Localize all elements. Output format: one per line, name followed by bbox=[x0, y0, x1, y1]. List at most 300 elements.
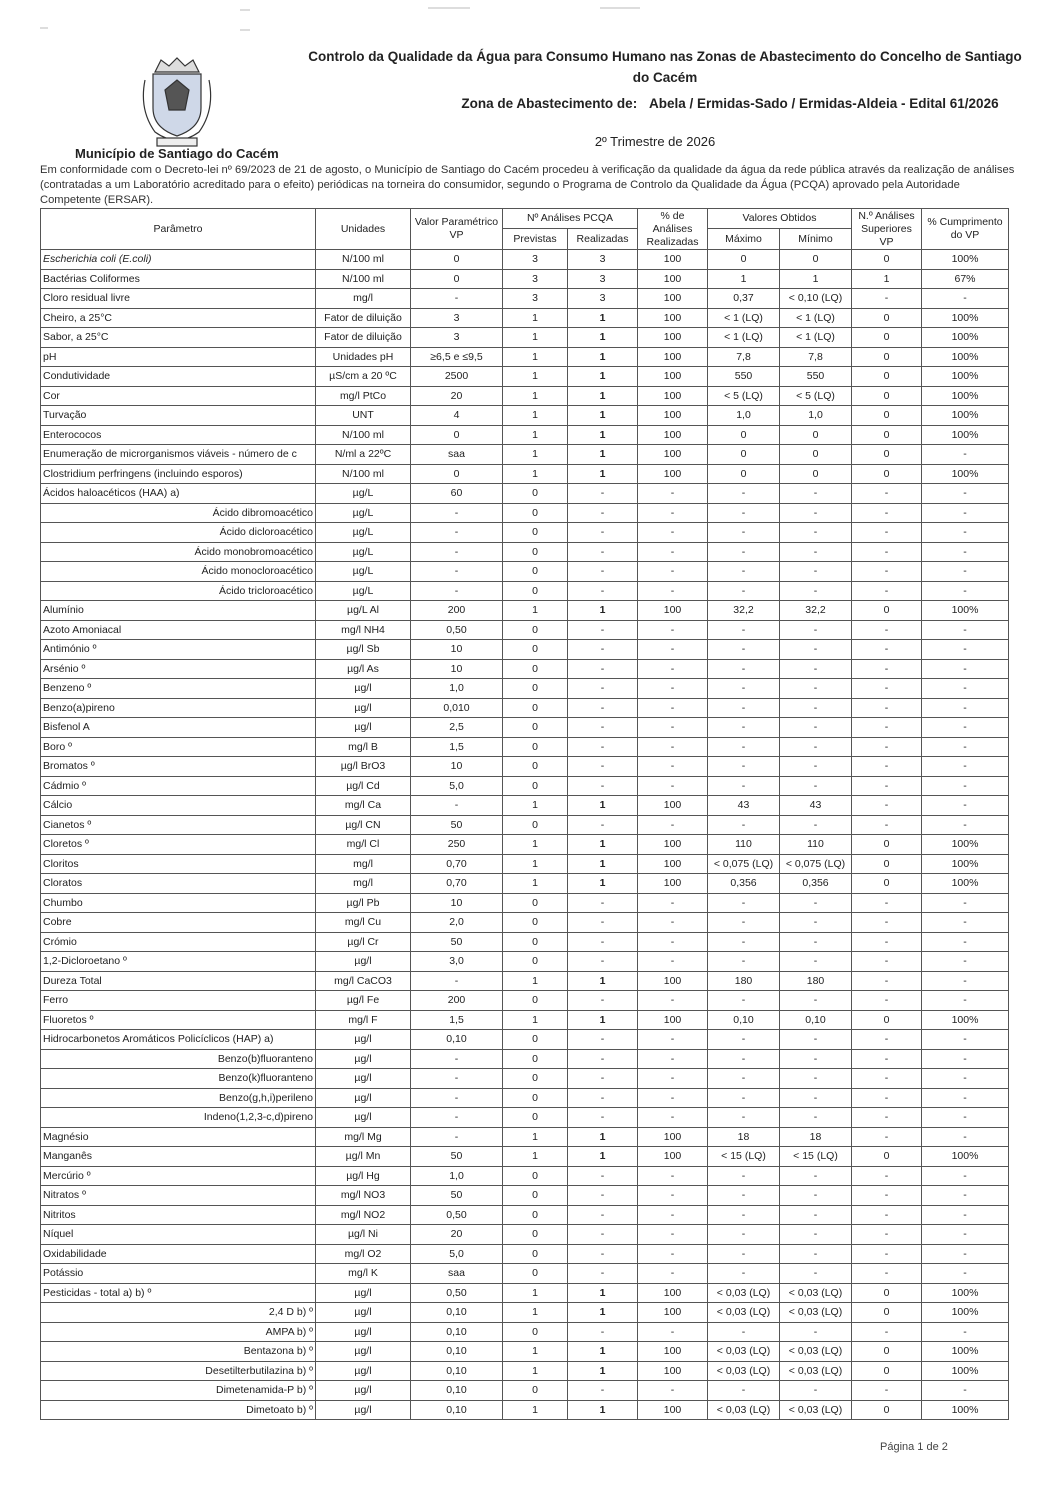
cell-pct: - bbox=[638, 1108, 708, 1128]
cell-min: 1,0 bbox=[780, 406, 852, 426]
cell-superiores: 0 bbox=[852, 445, 922, 465]
table-row bbox=[41, 1225, 1009, 1245]
zona-value: Abela / Ermidas-Sado / Ermidas-Aldeia - Edital 61/2026 bbox=[648, 96, 999, 111]
cell-superiores: - bbox=[852, 659, 922, 679]
document-title: Controlo da Qualidade da Água para Consumo Humano nas Zonas de Abastecimento do Concelho de Santiago do Cacém bbox=[308, 49, 1022, 85]
cell-param: Clostridium perfringens (incluindo esporos) bbox=[41, 464, 316, 484]
table-row bbox=[41, 1342, 1009, 1362]
cell-pct: 100 bbox=[638, 328, 708, 348]
cell-cumprimento: - bbox=[922, 1030, 1009, 1050]
cell-max: - bbox=[708, 679, 780, 699]
cell-previstas: 0 bbox=[503, 893, 568, 913]
cell-unit: mg/l NO3 bbox=[316, 1186, 411, 1206]
table-row bbox=[41, 893, 1009, 913]
cell-realizadas: 3 bbox=[568, 289, 638, 309]
cell-cumprimento: - bbox=[922, 796, 1009, 816]
cell-previstas: 0 bbox=[503, 1381, 568, 1401]
cell-max: - bbox=[708, 523, 780, 543]
cell-param: Benzo(k)fluoranteno bbox=[41, 1069, 316, 1089]
cell-pct: - bbox=[638, 932, 708, 952]
cell-superiores: 0 bbox=[852, 1283, 922, 1303]
cell-cumprimento: 100% bbox=[922, 1283, 1009, 1303]
cell-min: - bbox=[780, 1205, 852, 1225]
cell-unit: µg/l bbox=[316, 1381, 411, 1401]
cell-previstas: 0 bbox=[503, 1166, 568, 1186]
cell-cumprimento: - bbox=[922, 1049, 1009, 1069]
cell-vp: 1,0 bbox=[411, 1166, 503, 1186]
cell-superiores: - bbox=[852, 698, 922, 718]
cell-cumprimento: - bbox=[922, 1381, 1009, 1401]
cell-superiores: 0 bbox=[852, 308, 922, 328]
cell-cumprimento: - bbox=[922, 737, 1009, 757]
cell-min: - bbox=[780, 1322, 852, 1342]
cell-vp: saa bbox=[411, 445, 503, 465]
cell-superiores: - bbox=[852, 542, 922, 562]
table-row bbox=[41, 1264, 1009, 1284]
cell-max: 0,37 bbox=[708, 289, 780, 309]
cell-pct: - bbox=[638, 1088, 708, 1108]
cell-superiores: - bbox=[852, 815, 922, 835]
cell-param: Bactérias Coliformes bbox=[41, 269, 316, 289]
cell-max: - bbox=[708, 640, 780, 660]
municipio: Município de Santiago do Cacém bbox=[75, 146, 279, 161]
table-row bbox=[41, 620, 1009, 640]
cell-realizadas: 1 bbox=[568, 796, 638, 816]
cell-superiores: 0 bbox=[852, 1147, 922, 1167]
cell-unit: mg/l Mg bbox=[316, 1127, 411, 1147]
cell-unit: µg/l Cd bbox=[316, 776, 411, 796]
cell-cumprimento: - bbox=[922, 893, 1009, 913]
cell-param: Escherichia coli (E.coli) bbox=[41, 250, 316, 270]
table-row bbox=[41, 718, 1009, 738]
cell-param: Ácido dibromoacético bbox=[41, 503, 316, 523]
cell-realizadas: - bbox=[568, 952, 638, 972]
cell-vp: 0,10 bbox=[411, 1361, 503, 1381]
cell-cumprimento: - bbox=[922, 542, 1009, 562]
cell-cumprimento: - bbox=[922, 932, 1009, 952]
cell-unit: µg/L bbox=[316, 562, 411, 582]
cell-realizadas: 1 bbox=[568, 1400, 638, 1420]
cell-param: Potássio bbox=[41, 1264, 316, 1284]
cell-cumprimento: - bbox=[922, 1127, 1009, 1147]
cell-pct: 100 bbox=[638, 1361, 708, 1381]
cell-pct: 100 bbox=[638, 367, 708, 387]
cell-superiores: - bbox=[852, 484, 922, 504]
cell-previstas: 0 bbox=[503, 1322, 568, 1342]
cell-superiores: - bbox=[852, 971, 922, 991]
cell-cumprimento: - bbox=[922, 659, 1009, 679]
header-cumprimento: % Cumprimento do VP bbox=[922, 209, 1009, 250]
cell-previstas: 0 bbox=[503, 620, 568, 640]
cell-param: 2,4 D b) º bbox=[41, 1303, 316, 1323]
cell-unit: µg/l Cr bbox=[316, 932, 411, 952]
table-row bbox=[41, 698, 1009, 718]
cell-previstas: 0 bbox=[503, 932, 568, 952]
cell-vp: 0 bbox=[411, 464, 503, 484]
cell-vp: 0,10 bbox=[411, 1381, 503, 1401]
cell-param: Ferro bbox=[41, 991, 316, 1011]
cell-superiores: - bbox=[852, 893, 922, 913]
cell-unit: µg/l bbox=[316, 1283, 411, 1303]
cell-realizadas: - bbox=[568, 991, 638, 1011]
cell-vp: 2500 bbox=[411, 367, 503, 387]
cell-max: - bbox=[708, 581, 780, 601]
cell-vp: 20 bbox=[411, 386, 503, 406]
cell-superiores: - bbox=[852, 503, 922, 523]
cell-max: - bbox=[708, 698, 780, 718]
cell-param: Cloritos bbox=[41, 854, 316, 874]
cell-realizadas: - bbox=[568, 659, 638, 679]
cell-vp: 0,10 bbox=[411, 1030, 503, 1050]
cell-min: - bbox=[780, 640, 852, 660]
cell-param: Ácido monobromoacético bbox=[41, 542, 316, 562]
cell-max: - bbox=[708, 1322, 780, 1342]
cell-param: Boro º bbox=[41, 737, 316, 757]
table-row bbox=[41, 679, 1009, 699]
cell-min: - bbox=[780, 718, 852, 738]
cell-previstas: 0 bbox=[503, 776, 568, 796]
cell-unit: µS/cm a 20 ºC bbox=[316, 367, 411, 387]
cell-realizadas: 1 bbox=[568, 1147, 638, 1167]
cell-max: 7,8 bbox=[708, 347, 780, 367]
cell-pct: - bbox=[638, 737, 708, 757]
cell-previstas: 0 bbox=[503, 542, 568, 562]
cell-previstas: 1 bbox=[503, 328, 568, 348]
cell-superiores: - bbox=[852, 932, 922, 952]
table-row bbox=[41, 932, 1009, 952]
cell-min: - bbox=[780, 815, 852, 835]
cell-param: Enumeração de microrganismos viáveis - número de c bbox=[41, 445, 316, 465]
cell-vp: 20 bbox=[411, 1225, 503, 1245]
table-row bbox=[41, 1069, 1009, 1089]
zona-abastecimento bbox=[430, 96, 1030, 111]
cell-cumprimento: 100% bbox=[922, 367, 1009, 387]
cell-param: Bromatos º bbox=[41, 757, 316, 777]
cell-cumprimento: - bbox=[922, 1244, 1009, 1264]
header-minimo: Mínimo bbox=[780, 229, 852, 250]
cell-param: Magnésio bbox=[41, 1127, 316, 1147]
cell-unit: µg/L bbox=[316, 542, 411, 562]
cell-previstas: 0 bbox=[503, 659, 568, 679]
cell-min: - bbox=[780, 503, 852, 523]
cell-cumprimento: 100% bbox=[922, 835, 1009, 855]
cell-cumprimento: 100% bbox=[922, 854, 1009, 874]
cell-param: Ácido tricloroacético bbox=[41, 581, 316, 601]
cell-max: - bbox=[708, 913, 780, 933]
cell-previstas: 1 bbox=[503, 347, 568, 367]
cell-min: - bbox=[780, 1108, 852, 1128]
cell-cumprimento: - bbox=[922, 776, 1009, 796]
cell-vp: - bbox=[411, 542, 503, 562]
cell-vp: 50 bbox=[411, 932, 503, 952]
cell-max: 1 bbox=[708, 269, 780, 289]
cell-cumprimento: - bbox=[922, 952, 1009, 972]
table-row bbox=[41, 640, 1009, 660]
zona-label: Zona de Abastecimento de: bbox=[461, 96, 638, 111]
cell-pct: - bbox=[638, 1069, 708, 1089]
cell-max: - bbox=[708, 1205, 780, 1225]
cell-previstas: 0 bbox=[503, 640, 568, 660]
cell-max: - bbox=[708, 815, 780, 835]
cell-unit: µg/l bbox=[316, 1088, 411, 1108]
cell-previstas: 0 bbox=[503, 737, 568, 757]
cell-unit: Fator de diluição bbox=[316, 328, 411, 348]
cell-previstas: 0 bbox=[503, 503, 568, 523]
header-realizadas: Realizadas bbox=[568, 229, 638, 250]
cell-max: - bbox=[708, 659, 780, 679]
cell-unit: µg/L bbox=[316, 581, 411, 601]
cell-vp: - bbox=[411, 1088, 503, 1108]
cell-param: Alumínio bbox=[41, 601, 316, 621]
cell-max: - bbox=[708, 1069, 780, 1089]
cell-previstas: 1 bbox=[503, 1361, 568, 1381]
cell-min: 7,8 bbox=[780, 347, 852, 367]
cell-realizadas: - bbox=[568, 1225, 638, 1245]
cell-min: - bbox=[780, 991, 852, 1011]
table-row bbox=[41, 1127, 1009, 1147]
table-row bbox=[41, 1205, 1009, 1225]
table-row bbox=[41, 659, 1009, 679]
cell-pct: 100 bbox=[638, 1010, 708, 1030]
cell-vp: - bbox=[411, 1069, 503, 1089]
cell-min: < 1 (LQ) bbox=[780, 328, 852, 348]
table-row bbox=[41, 796, 1009, 816]
cell-vp: 0 bbox=[411, 250, 503, 270]
cell-vp: 10 bbox=[411, 640, 503, 660]
cell-unit: µg/l bbox=[316, 1361, 411, 1381]
cell-vp: 200 bbox=[411, 601, 503, 621]
table-row bbox=[41, 991, 1009, 1011]
cell-superiores: - bbox=[852, 1127, 922, 1147]
cell-pct: - bbox=[638, 1049, 708, 1069]
table-row bbox=[41, 1322, 1009, 1342]
cell-param: Cálcio bbox=[41, 796, 316, 816]
cell-vp: 0,70 bbox=[411, 874, 503, 894]
cell-superiores: - bbox=[852, 796, 922, 816]
cell-vp: 10 bbox=[411, 757, 503, 777]
header-superiores: N.º Análises Superiores VP bbox=[852, 209, 922, 250]
cell-min: - bbox=[780, 776, 852, 796]
cell-max: 0 bbox=[708, 464, 780, 484]
cell-unit: mg/l K bbox=[316, 1264, 411, 1284]
cell-vp: - bbox=[411, 562, 503, 582]
cell-unit: µg/L bbox=[316, 484, 411, 504]
cell-max: < 0,03 (LQ) bbox=[708, 1303, 780, 1323]
cell-min: 32,2 bbox=[780, 601, 852, 621]
cell-realizadas: 1 bbox=[568, 1010, 638, 1030]
cell-min: 0,10 bbox=[780, 1010, 852, 1030]
cell-unit: µg/l Sb bbox=[316, 640, 411, 660]
scan-marks bbox=[0, 0, 1059, 50]
cell-superiores: - bbox=[852, 1264, 922, 1284]
cell-cumprimento: - bbox=[922, 1205, 1009, 1225]
cell-realizadas: - bbox=[568, 1088, 638, 1108]
cell-pct: 100 bbox=[638, 308, 708, 328]
results-table-body bbox=[41, 250, 1009, 1420]
cell-vp: - bbox=[411, 523, 503, 543]
cell-superiores: - bbox=[852, 640, 922, 660]
cell-cumprimento: - bbox=[922, 718, 1009, 738]
cell-realizadas: - bbox=[568, 640, 638, 660]
cell-min: 0 bbox=[780, 464, 852, 484]
cell-max: < 0,03 (LQ) bbox=[708, 1283, 780, 1303]
cell-unit: mg/l O2 bbox=[316, 1244, 411, 1264]
cell-cumprimento: - bbox=[922, 445, 1009, 465]
cell-param: 1,2-Dicloroetano º bbox=[41, 952, 316, 972]
cell-cumprimento: 100% bbox=[922, 464, 1009, 484]
table-row bbox=[41, 1010, 1009, 1030]
cell-superiores: - bbox=[852, 737, 922, 757]
cell-previstas: 1 bbox=[503, 1127, 568, 1147]
cell-vp: 0,50 bbox=[411, 1283, 503, 1303]
cell-previstas: 1 bbox=[503, 796, 568, 816]
header-pct-realizadas: % de Análises Realizadas bbox=[638, 209, 708, 250]
cell-pct: 100 bbox=[638, 971, 708, 991]
cell-superiores: 0 bbox=[852, 601, 922, 621]
cell-cumprimento: - bbox=[922, 581, 1009, 601]
cell-param: Dimetoato b) º bbox=[41, 1400, 316, 1420]
cell-pct: 100 bbox=[638, 406, 708, 426]
cell-pct: 100 bbox=[638, 1303, 708, 1323]
cell-unit: µg/l bbox=[316, 679, 411, 699]
cell-pct: - bbox=[638, 1166, 708, 1186]
cell-realizadas: - bbox=[568, 1381, 638, 1401]
cell-previstas: 0 bbox=[503, 1069, 568, 1089]
cell-realizadas: - bbox=[568, 737, 638, 757]
cell-param: Crómio bbox=[41, 932, 316, 952]
cell-param: Ácido monocloroacético bbox=[41, 562, 316, 582]
table-row bbox=[41, 406, 1009, 426]
cell-vp: 2,5 bbox=[411, 718, 503, 738]
cell-pct: 100 bbox=[638, 289, 708, 309]
cell-pct: 100 bbox=[638, 1400, 708, 1420]
cell-min: - bbox=[780, 913, 852, 933]
cell-min: - bbox=[780, 932, 852, 952]
cell-max: - bbox=[708, 1244, 780, 1264]
cell-max: < 0,075 (LQ) bbox=[708, 854, 780, 874]
table-row bbox=[41, 874, 1009, 894]
cell-previstas: 0 bbox=[503, 1030, 568, 1050]
cell-realizadas: - bbox=[568, 1069, 638, 1089]
cell-realizadas: - bbox=[568, 932, 638, 952]
cell-max: 550 bbox=[708, 367, 780, 387]
cell-pct: - bbox=[638, 757, 708, 777]
cell-max: - bbox=[708, 1186, 780, 1206]
table-row bbox=[41, 289, 1009, 309]
cell-max: - bbox=[708, 542, 780, 562]
cell-cumprimento: - bbox=[922, 523, 1009, 543]
cell-realizadas: - bbox=[568, 1108, 638, 1128]
cell-realizadas: - bbox=[568, 776, 638, 796]
cell-param: Dureza Total bbox=[41, 971, 316, 991]
cell-previstas: 1 bbox=[503, 835, 568, 855]
cell-param: Fluoretos º bbox=[41, 1010, 316, 1030]
cell-superiores: - bbox=[852, 1088, 922, 1108]
cell-realizadas: 1 bbox=[568, 1127, 638, 1147]
cell-unit: µg/l As bbox=[316, 659, 411, 679]
cell-superiores: 0 bbox=[852, 347, 922, 367]
cell-pct: - bbox=[638, 1225, 708, 1245]
cell-cumprimento: - bbox=[922, 1186, 1009, 1206]
cell-pct: 100 bbox=[638, 601, 708, 621]
table-row bbox=[41, 367, 1009, 387]
cell-superiores: 0 bbox=[852, 1400, 922, 1420]
cell-cumprimento: - bbox=[922, 1264, 1009, 1284]
cell-param: Turvação bbox=[41, 406, 316, 426]
cell-superiores: - bbox=[852, 991, 922, 1011]
cell-cumprimento: - bbox=[922, 991, 1009, 1011]
cell-max: - bbox=[708, 1108, 780, 1128]
cell-max: 110 bbox=[708, 835, 780, 855]
cell-superiores: 0 bbox=[852, 1010, 922, 1030]
table-row bbox=[41, 971, 1009, 991]
cell-min: 1 bbox=[780, 269, 852, 289]
cell-param: Chumbo bbox=[41, 893, 316, 913]
table-row bbox=[41, 445, 1009, 465]
cell-param: Antimónio º bbox=[41, 640, 316, 660]
cell-unit: µg/l bbox=[316, 952, 411, 972]
cell-cumprimento: - bbox=[922, 1166, 1009, 1186]
cell-param: Cloratos bbox=[41, 874, 316, 894]
cell-max: - bbox=[708, 503, 780, 523]
cell-previstas: 1 bbox=[503, 308, 568, 328]
cell-max: - bbox=[708, 1049, 780, 1069]
cell-min: < 5 (LQ) bbox=[780, 386, 852, 406]
cell-pct: - bbox=[638, 698, 708, 718]
cell-superiores: - bbox=[852, 913, 922, 933]
cell-min: - bbox=[780, 523, 852, 543]
cell-vp: 0,50 bbox=[411, 620, 503, 640]
cell-param: Pesticidas - total a) b) º bbox=[41, 1283, 316, 1303]
cell-param: pH bbox=[41, 347, 316, 367]
table-row bbox=[41, 523, 1009, 543]
cell-unit: µg/l bbox=[316, 1303, 411, 1323]
cell-param: Enterococos bbox=[41, 425, 316, 445]
cell-vp: 1,0 bbox=[411, 679, 503, 699]
cell-realizadas: - bbox=[568, 893, 638, 913]
cell-cumprimento: - bbox=[922, 757, 1009, 777]
cell-realizadas: 1 bbox=[568, 386, 638, 406]
cell-superiores: - bbox=[852, 1322, 922, 1342]
cell-pct: 100 bbox=[638, 347, 708, 367]
cell-previstas: 0 bbox=[503, 1264, 568, 1284]
cell-vp: 3 bbox=[411, 328, 503, 348]
cell-max: - bbox=[708, 932, 780, 952]
cell-previstas: 0 bbox=[503, 1049, 568, 1069]
cell-unit: UNT bbox=[316, 406, 411, 426]
cell-previstas: 0 bbox=[503, 562, 568, 582]
table-row bbox=[41, 757, 1009, 777]
cell-superiores: - bbox=[852, 757, 922, 777]
table-row bbox=[41, 913, 1009, 933]
cell-pct: 100 bbox=[638, 386, 708, 406]
cell-max: < 15 (LQ) bbox=[708, 1147, 780, 1167]
cell-unit: µg/l bbox=[316, 698, 411, 718]
cell-min: - bbox=[780, 1030, 852, 1050]
cell-previstas: 0 bbox=[503, 1244, 568, 1264]
table-row bbox=[41, 581, 1009, 601]
cell-param: Cloretos º bbox=[41, 835, 316, 855]
cell-realizadas: - bbox=[568, 1244, 638, 1264]
cell-param: Benzo(a)pireno bbox=[41, 698, 316, 718]
cell-cumprimento: 100% bbox=[922, 1361, 1009, 1381]
cell-pct: 100 bbox=[638, 1283, 708, 1303]
cell-vp: - bbox=[411, 289, 503, 309]
cell-superiores: - bbox=[852, 1244, 922, 1264]
cell-param: Arsénio º bbox=[41, 659, 316, 679]
cell-param: Oxidabilidade bbox=[41, 1244, 316, 1264]
cell-realizadas: 1 bbox=[568, 1303, 638, 1323]
